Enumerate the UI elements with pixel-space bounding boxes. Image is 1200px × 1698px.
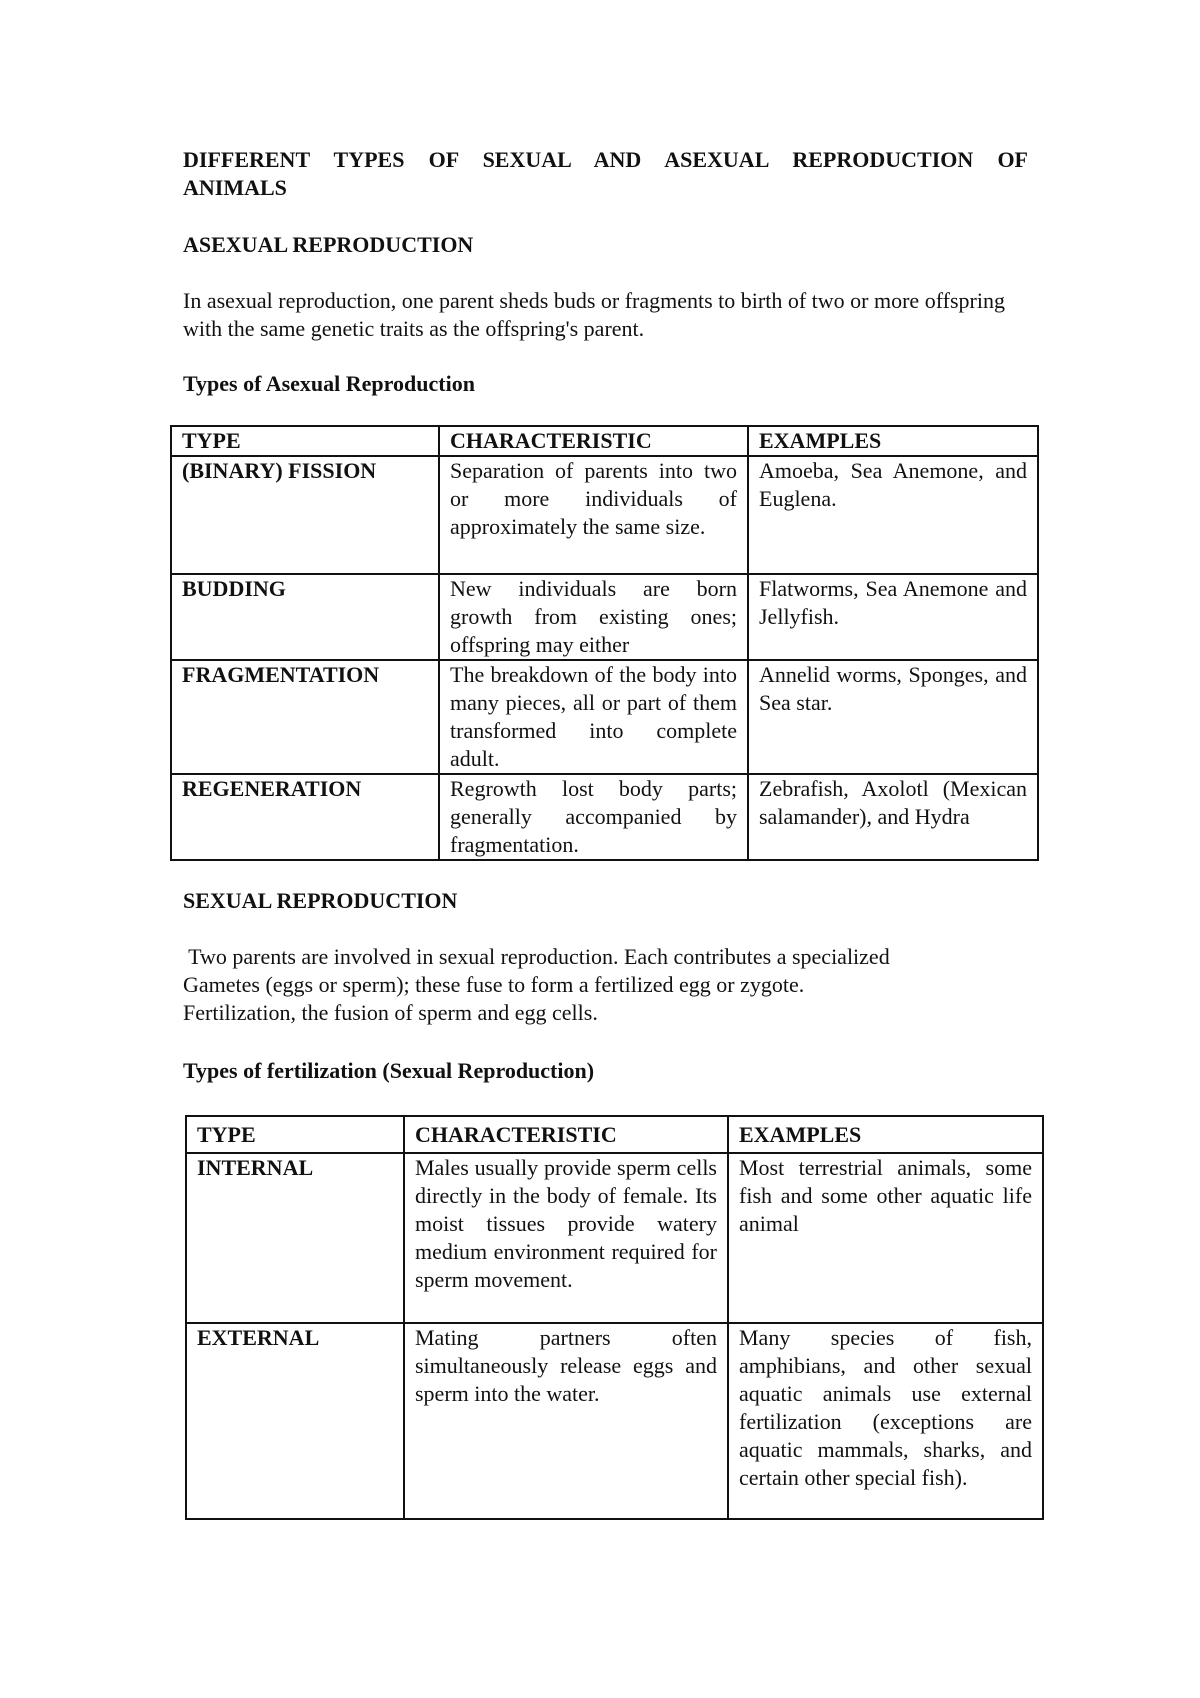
sexual-intro-line: Fertilization, the fusion of sperm and egg cells. — [183, 1000, 598, 1025]
sexual-intro-line: Two parents are involved in sexual reproduction. Each contributes a specialized — [183, 944, 890, 969]
type-cell: BUDDING — [171, 574, 439, 660]
type-cell: EXTERNAL — [186, 1323, 404, 1519]
characteristic-cell: Separation of parents into two or more individuals of approximately the same size. — [439, 456, 748, 574]
table-header-cell: CHARACTERISTIC — [404, 1116, 728, 1153]
sexual-types-heading-block — [183, 1057, 1028, 1085]
sexual-heading: SEXUAL REPRODUCTION — [183, 888, 458, 913]
characteristic-cell: Mating partners often simultaneously release eggs and sperm into the water. — [404, 1323, 728, 1519]
table-header-cell: CHARACTERISTIC — [439, 426, 748, 456]
type-cell: REGENERATION — [171, 774, 439, 860]
characteristic-cell: New individuals are born growth from existing ones; offspring may either — [439, 574, 748, 660]
table-header-row — [186, 1116, 1043, 1153]
table-header-cell: EXAMPLES — [728, 1116, 1043, 1153]
table-row — [171, 660, 1038, 774]
type-cell: (BINARY) FISSION — [171, 456, 439, 574]
sexual-intro-line: Gametes (eggs or sperm); these fuse to form a fertilized egg or zygote. — [183, 972, 805, 997]
table-row — [186, 1153, 1043, 1323]
title-block — [183, 146, 1028, 202]
table-header-row — [171, 426, 1038, 456]
asexual-intro: In asexual reproduction, one parent sheds buds or fragments to birth of two or more offspring with the same genetic traits as the offspring's parent. — [183, 288, 1005, 341]
examples-cell: Many species of fish, amphibians, and other sexual aquatic animals use external fertilization (exceptions are aquatic mammals, sharks, and certain other special fish). — [728, 1323, 1043, 1519]
sexual-types-heading: Types of fertilization (Sexual Reproduction) — [183, 1058, 595, 1083]
table-header-cell: TYPE — [186, 1116, 404, 1153]
page-title: DIFFERENT TYPES OF SEXUAL AND ASEXUAL REPRODUCTION OF ANIMALS — [183, 147, 1028, 200]
examples-cell: Most terrestrial animals, some fish and some other aquatic life animal — [728, 1153, 1043, 1323]
examples-cell: Flatworms, Sea Anemone and Jellyfish. — [748, 574, 1038, 660]
type-cell: FRAGMENTATION — [171, 660, 439, 774]
table-header-cell: TYPE — [171, 426, 439, 456]
asexual-reproduction-table — [170, 425, 1039, 861]
type-cell: INTERNAL — [186, 1153, 404, 1323]
asexual-heading-block — [183, 231, 1028, 259]
examples-cell: Amoeba, Sea Anemone, and Euglena. — [748, 456, 1038, 574]
characteristic-cell: The breakdown of the body into many pieces, all or part of them transformed into complete adult. — [439, 660, 748, 774]
table-row — [171, 456, 1038, 574]
sexual-heading-block — [183, 887, 1028, 915]
asexual-types-heading-block — [183, 370, 1028, 398]
asexual-intro-block — [183, 287, 1033, 343]
asexual-types-heading: Types of Asexual Reproduction — [183, 371, 475, 396]
fertilization-table — [185, 1115, 1044, 1520]
table-header-cell: EXAMPLES — [748, 426, 1038, 456]
examples-cell: Zebrafish, Axolotl (Mexican salamander), and Hydra — [748, 774, 1038, 860]
asexual-heading: ASEXUAL REPRODUCTION — [183, 232, 474, 257]
characteristic-cell: Males usually provide sperm cells directly in the body of female. Its moist tissues provide watery medium environment required for sperm movement. — [404, 1153, 728, 1323]
table-row — [186, 1323, 1043, 1519]
examples-cell: Annelid worms, Sponges, and Sea star. — [748, 660, 1038, 774]
sexual-intro-block — [183, 943, 1028, 1027]
table-row — [171, 774, 1038, 860]
table-row — [171, 574, 1038, 660]
characteristic-cell: Regrowth lost body parts; generally accompanied by fragmentation. — [439, 774, 748, 860]
